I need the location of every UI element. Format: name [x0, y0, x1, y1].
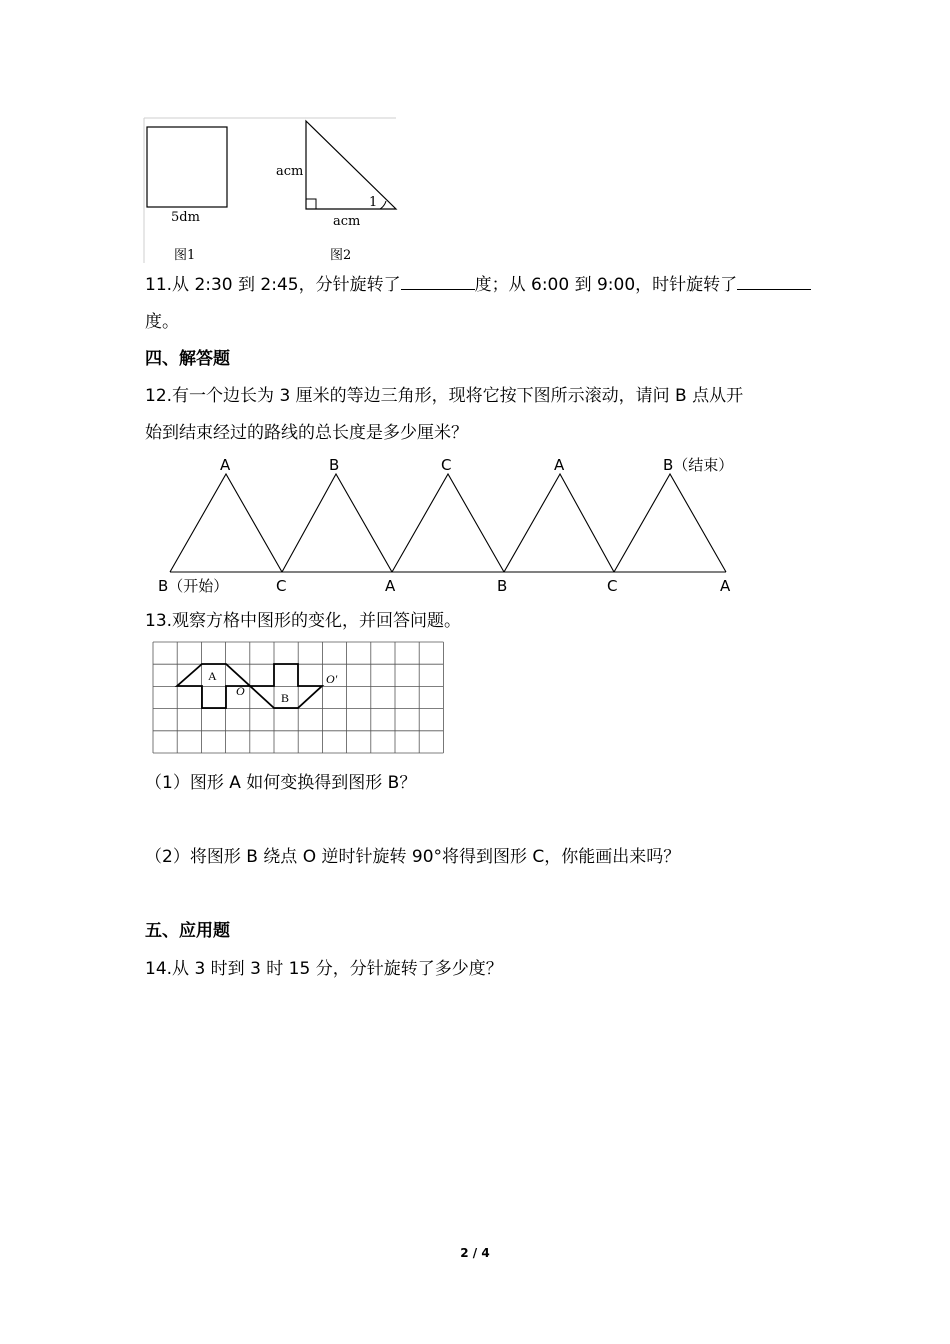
triangle-2 — [282, 474, 392, 572]
q11-blank-1[interactable] — [401, 275, 475, 290]
figure-2-caption: 图2 — [330, 248, 352, 263]
question-14-text: 14.从 3 时到 3 时 15 分，分针旋转了多少度？ — [145, 959, 503, 979]
right-angle-mark — [306, 199, 316, 209]
q11-blank-2[interactable] — [737, 275, 811, 290]
question-12-line1: 12.有一个边长为 3 厘米的等边三角形，现将它按下图所示滚动，请问 B 点从开 — [145, 386, 744, 406]
question-13-sub2: （2）将图形 B 绕点 O 逆时针旋转 90°将得到图形 C，你能画出来吗？ — [145, 847, 681, 867]
point-o-prime-label: O' — [326, 672, 338, 686]
bottom-label-2: C — [276, 577, 287, 595]
right-triangle-shape — [306, 121, 396, 209]
square-shape — [147, 127, 227, 207]
figure-1-caption: 图1 — [174, 248, 196, 263]
section-4-title: 四、解答题 — [145, 349, 230, 369]
shape-b-label: B — [281, 691, 290, 705]
bottom-label-1: B（开始） — [158, 577, 229, 595]
grid-figure — [150, 640, 450, 758]
grid-lines — [153, 642, 443, 753]
q11-text-part2: 度；从 6:00 到 9:00，时针旋转了 — [474, 275, 738, 295]
top-label-1: A — [220, 456, 231, 474]
triangle-4 — [504, 474, 614, 572]
top-label-4: A — [554, 456, 565, 474]
triangle-5 — [614, 474, 726, 572]
triangle-3 — [392, 474, 504, 572]
q11-text-part1: 11.从 2:30 到 2:45，分针旋转了 — [145, 275, 401, 295]
bottom-label-5: C — [607, 577, 618, 595]
angle-arc — [380, 201, 386, 209]
bottom-label-6: A — [720, 577, 731, 595]
question-11-line1 — [145, 274, 811, 296]
rolling-triangles-figure — [150, 452, 750, 597]
square-side-label: 5dm — [171, 210, 200, 225]
angle-1-label: 1 — [369, 195, 378, 210]
figure-square-triangle — [140, 115, 402, 267]
question-11-line2: 度。 — [145, 312, 179, 332]
question-13-text: 13.观察方格中图形的变化，并回答问题。 — [145, 611, 462, 631]
triangle-bottom-leg-label: acm — [333, 214, 361, 229]
top-label-3: C — [441, 456, 452, 474]
triangle-left-leg-label: acm — [276, 164, 304, 179]
triangle-1 — [170, 474, 282, 572]
section-5-title: 五、应用题 — [145, 921, 230, 941]
point-o-label: O — [236, 684, 245, 698]
shape-a-label: A — [208, 669, 217, 683]
top-label-2: B — [329, 456, 340, 474]
bottom-label-4: B — [497, 577, 508, 595]
question-13-sub1: （1）图形 A 如何变换得到图形 B？ — [145, 773, 417, 793]
page-number: 2 / 4 — [460, 1246, 490, 1260]
bottom-label-3: A — [385, 577, 396, 595]
top-label-5: B（结束） — [663, 456, 734, 474]
question-12-line2: 始到结束经过的路线的总长度是多少厘米？ — [145, 423, 468, 443]
